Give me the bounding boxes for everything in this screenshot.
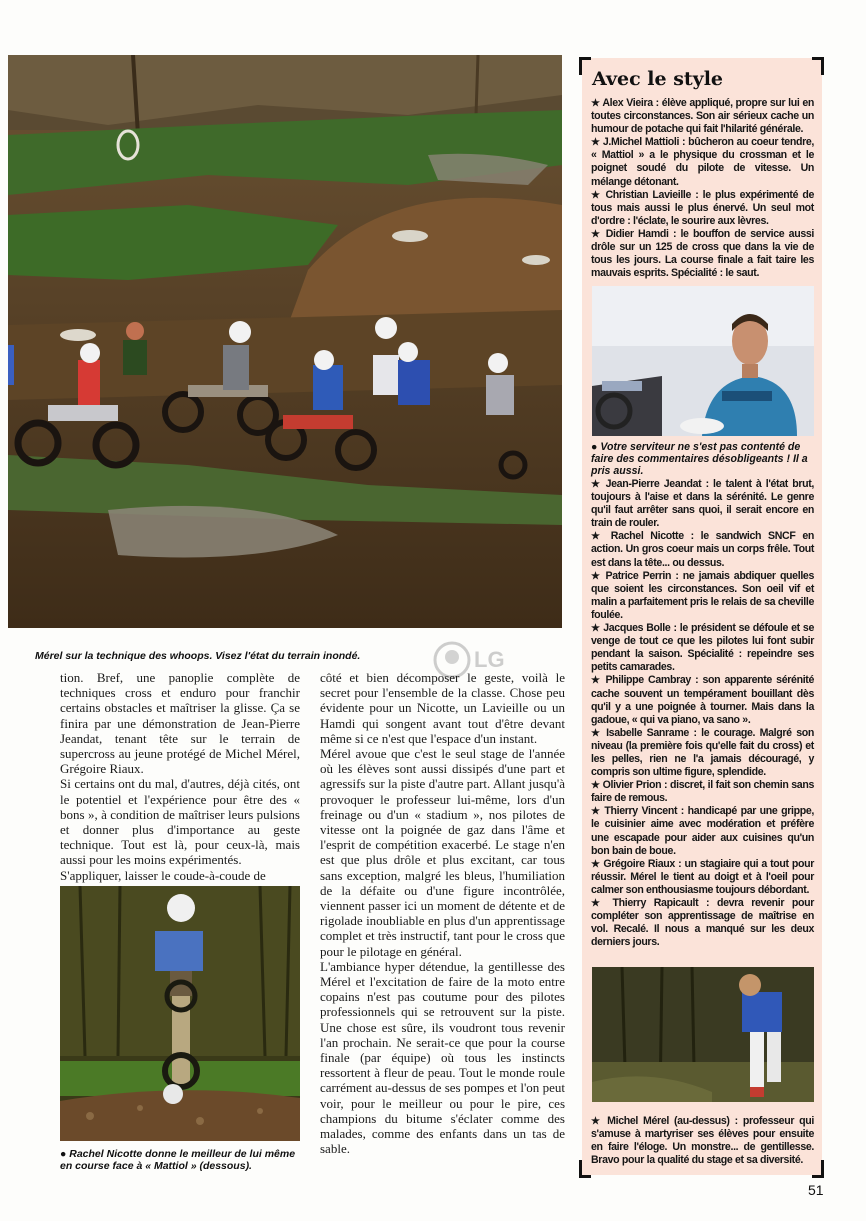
sidebar-item-text: Jacques Bolle : le président se défoule et se venge de tout ce que les pilotes lui font subir pendant la saison. Spécialité : repeindre ses petits camarades. bbox=[591, 622, 815, 674]
sidebar-item-text: Jean-Pierre Jeandat : le talent à l'état brut, toujours à l'aise et dans la sérénité. Le genre qu'il faut arrêter sans quoi, il serait encore en train de rouler. bbox=[591, 478, 814, 530]
sidebar-item bbox=[591, 97, 814, 136]
star-icon: ★ bbox=[591, 98, 600, 109]
sidebar-item-text: Patrice Perrin : ne jamais abdiquer quelles que soient les circonstances. Son oeil vif et malin a parfaitement pris le relais de sa cheville foulée. bbox=[591, 569, 814, 621]
article-paragraph: Mérel avoue que c'est le seul stage de l'année où les élèves sont aussi dissipés d'une part et agressifs sur la piste d'autre part. Allant jusqu'à provoquer le professeur lui-même, lors d'un freinage ou d'un « stadium », nos pilotes de vitesse ont la poignée de gaz dans l'âme et l'esprit de compétition exacerbé. Le stage n'en est que plus drôle et plus excitant, car tous sans exception, malgré les bleus, l'humiliation de la défaite ou d'une figure incontrôlée, viennent passer ici un moment de détente et de rigolade inoubliable en plus d'un apprentissage complet et très instructif, tant pour le cross que pour le pilotage en général. bbox=[320, 746, 565, 959]
sidebar-item-text: Thierry Vincent : handicapé par une grippe, le cuisinier aime avec modération et préfère une escapade pour aider aux cuisines qu'un bon bain de boue. bbox=[591, 805, 814, 857]
watermark-text: LG bbox=[474, 647, 505, 672]
article-paragraph: L'ambiance hyper détendue, la gentillesse des Mérel et l'excitation de faire de la moto entre copains n'est pas coutume pour des pilotes professionnels qui se retrouvent sur la piste. Une chose est sûre, ils voudront tous revenir l'an prochain. Ne serait-ce que pour la course finale (par équipe) où tous les instincts ressortent à fleur de peau. Tout le monde roule carrément au-dessus de ses pompes et l'on peut voir, pour le meilleur ou pour le pire, ces champions du bitume s'éclater comme des malades, comme des enfants dans un tas de sable. bbox=[320, 958, 565, 1157]
sidebar-corner-bottom-left bbox=[579, 1160, 591, 1178]
sidebar-item-text: J.Michel Mattioli : bûcheron au coeur tendre, « Mattiol » a le physique du crossman et le poignet soudé du pilote de vitesse. Un mélange détonant. bbox=[591, 136, 814, 188]
star-icon: ★ bbox=[591, 1116, 603, 1127]
sidebar-item bbox=[591, 805, 814, 857]
sidebar-item-text: Isabelle Sanrame : le courage. Malgré son niveau (la première fois qu'elle fait du cross) et les pelles, rien ne l'a jamais découragé, y compris son ultime figure, splendide. bbox=[591, 726, 814, 779]
sidebar-items-middle bbox=[591, 478, 814, 949]
sidebar-item bbox=[591, 478, 814, 530]
sidebar-item bbox=[591, 1115, 814, 1167]
sidebar-item bbox=[591, 727, 814, 779]
sidebar-item bbox=[591, 897, 814, 949]
sidebar-item bbox=[591, 674, 814, 726]
sidebar-item-text: Philippe Cambray : son apparente sérénité cache souvent un tempérament bouillant dès qu'il y a une poignée à tourner. Mais dans la gadoue, « qui va piano, va sano ». bbox=[591, 674, 815, 726]
star-icon: ★ bbox=[591, 727, 602, 739]
star-icon: ★ bbox=[591, 570, 602, 582]
sidebar-item-text: Olivier Prion : discret, il fait son chemin sans faire de remous. bbox=[591, 779, 815, 805]
sidebar-item bbox=[591, 189, 814, 228]
portrait-caption: ● Votre serviteur ne s'est pas contenté de faire des commentaires désobligeants ! Il a pris aussi. bbox=[591, 441, 808, 478]
page-number: 51 bbox=[808, 1182, 824, 1198]
sidebar-title: Avec le style bbox=[592, 68, 724, 90]
merel-photo bbox=[592, 967, 814, 1102]
article-paragraph: S'appliquer, laisser le coude-à-coude de bbox=[60, 867, 266, 883]
portrait-photo bbox=[592, 286, 814, 436]
sidebar-item-text: Alex Vieira : élève appliqué, propre sur lui en toutes circonstances. Son air sérieux cache un humour de potache qui fait l'hilarité générale. bbox=[591, 97, 814, 136]
sidebar-item bbox=[591, 136, 814, 188]
sidebar-item-text: Grégoire Riaux : un stagiaire qui a tout pour réussir. Mérel le tient au doigt et à l'oeil pour calmer son enthousiasme toujours débordant. bbox=[591, 857, 814, 896]
article-paragraph: côté et bien décomposer le geste, voilà le secret pour l'ensemble de la classe. Chose peu évidente pour un Nicotte, un Lavieille ou un Hamdi qui songent avant tout d'être devant même si ce n'est que l'espace d'un instant. bbox=[320, 670, 565, 746]
article-paragraph: tion. Bref, une panoplie complète de techniques cross et enduro pour franchir certains obstacles et maîtriser la glisse. Ça se finira par une démonstration de Jean-Pierre Jeandat, tenant tête sur le terrain de supercross au jeune protégé de Michel Mérel, Grégoire Riaux. bbox=[60, 670, 300, 777]
rider-photo-caption: ● Rachel Nicotte donne le meilleur de lui même en course face à « Mattiol » (dessous). bbox=[60, 1148, 296, 1172]
sidebar-corner-top-left bbox=[579, 57, 591, 75]
sidebar-corner-top-right bbox=[812, 57, 824, 75]
article-column-1 bbox=[60, 670, 300, 883]
sidebar-item-text: Thierry Rapicault : devra revenir pour compléter son apprentissage de maîtrise en vol. Recalé. Il nous a manqué sur les deux derniers jours. bbox=[591, 897, 814, 949]
star-icon: ★ bbox=[591, 675, 602, 687]
article-paragraph: Si certains ont du mal, d'autres, déjà cités, ont le potentiel et l'expérience pour être des « bons », à condition de maîtriser leurs pulsions et donner plus d'importance au geste technique. Tout est là, pour ceux-là, mais aussi pour les moins expérimentés. bbox=[60, 776, 300, 868]
sidebar-item bbox=[591, 622, 814, 674]
star-icon: ★ bbox=[591, 858, 601, 870]
star-icon: ★ bbox=[591, 806, 601, 818]
sidebar-item bbox=[591, 530, 814, 569]
sidebar-item-text: Didier Hamdi : le bouffon de service aussi drôle sur un 125 de cross que dans la vie de tous les jours. La course finale a fait taire les mauvais esprits. Spécialité : le saut. bbox=[591, 227, 814, 280]
star-icon: ★ bbox=[591, 898, 605, 909]
star-icon: ★ bbox=[591, 479, 602, 490]
sidebar-item bbox=[591, 570, 814, 622]
article-column-2 bbox=[320, 670, 565, 1157]
star-icon: ★ bbox=[591, 623, 601, 635]
star-icon: ★ bbox=[591, 531, 604, 543]
sidebar-item bbox=[591, 228, 814, 280]
rider-photo bbox=[60, 886, 300, 1141]
sidebar-items-bottom bbox=[591, 1115, 814, 1167]
star-icon: ★ bbox=[591, 189, 602, 201]
sidebar-item bbox=[591, 858, 814, 897]
star-icon: ★ bbox=[591, 780, 600, 792]
star-icon: ★ bbox=[591, 228, 602, 240]
sidebar-items-top bbox=[591, 97, 814, 280]
sidebar-item-text: Michel Mérel (au-dessus) : professeur qui s'amuse à martyriser ses élèves pour ensuite en faire l'éloge. Un monstre... de gentillesse. Bravo pour la qualité du stage et sa diversité. bbox=[591, 1115, 814, 1167]
sidebar-item-text: Christian Lavieille : le plus expérimenté de tous mais aussi le plus énervé. Un seul mot d'ordre : l'éclate, le sourire aux lèvres. bbox=[591, 188, 814, 227]
sidebar-item-text: Rachel Nicotte : le sandwich SNCF en action. Un gros coeur mais un corps frêle. Tout est dans la tête... ou dessus. bbox=[591, 530, 814, 569]
star-icon: ★ bbox=[591, 137, 600, 149]
main-photo bbox=[8, 55, 562, 628]
main-photo-caption: Mérel sur la technique des whoops. Visez l'état du terrain inondé. bbox=[35, 650, 361, 662]
sidebar-item bbox=[591, 779, 814, 805]
